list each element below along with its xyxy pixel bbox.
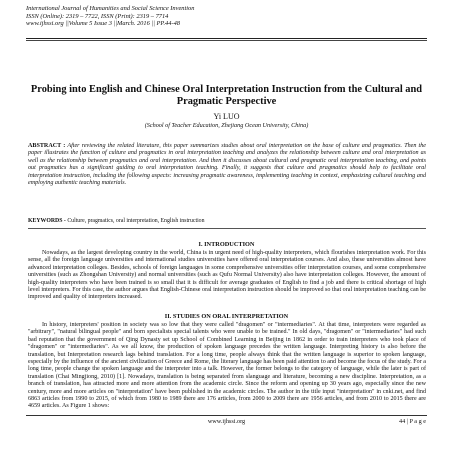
keywords (28, 218, 426, 225)
abstract-label: ABSTRACT : (28, 143, 66, 149)
journal-name: International Journal of Humanities and Social Science Invention (26, 5, 195, 12)
header-rule (26, 38, 427, 39)
section-heading-introduction: I. INTRODUCTION (198, 241, 255, 248)
abstract (28, 143, 426, 187)
paper-author: Yi LUO (213, 112, 240, 121)
paper-title: Probing into English and Chinese Oral Interpretation Instruction from the Cultural and Pragmatic Perspective (30, 84, 423, 108)
section-heading-studies: II. STUDIES ON ORAL INTERPRETATION (164, 313, 289, 320)
journal-header (26, 5, 426, 28)
header-rule-secondary (26, 40, 427, 41)
keywords-text: Culture, pragmatics, oral interpretation, English instruction (67, 218, 205, 224)
paper-affiliation: (School of Teacher Education, Zhejiang Ocean University, China) (144, 122, 309, 129)
keywords-rule (28, 228, 426, 229)
keywords-label: KEYWORDS - (28, 218, 66, 224)
journal-issn: ISSN (Online): 2319 – 7722, ISSN (Print): 2319 – 7714 (26, 12, 169, 20)
footer-page-number: 44 | P a g e (399, 418, 426, 425)
footer-url[interactable]: www.ijhssi.org (207, 418, 246, 425)
footer-rule (26, 415, 427, 416)
abstract-text: After reviewing the related literature, this paper summarizes studies about oral interpretation on the base of culture and pragmatics. Then the paper illustrates the function of culture and pragmatics in oral interpretation teaching and analyzes the relationship between culture and oral interpretation as well as the relationship between pragmatics and oral interpretation. And then it discusses about cultural and pragmatic oral interpretation teaching, and points out pragmatics has a significant guiding to oral interpretation teaching. Finally, it suggests that culture and pragmatics should help to facilitate oral interpretation instruction, including the following aspects: increasing pragmatic awareness, implementing teaching in context, emphasizing cultural teaching and employing authentic teaching materials. (28, 143, 426, 187)
journal-volume: www.ijhssi.org ||Volume 5 Issue 3 ||March. 2016 || PP.44-48 (26, 20, 180, 28)
section-text-studies: In history, interpreters' position in society was so low that they were called "dragomen" or "intermediaries". At that time, interpreters were regarded as "arbitrary", "natural bilingual people" and born specialists special talents who were unable to be trained." In old days, "dragomen" or "intermediaries" had such bad reputation that the government of Qing Dynasty set up School of Combined Learning in Beijing in 1862 in order to train interpreters who took place of "dragomen" or "intermediaries". As we all know, the production of spoken language precedes the written language. Interpreting history is also before the translation, but Interpretation research lags behind translation. For a long time, people always think that the written language is superior to spoken language, especially by the influence of the ancient civilization of Greece and Rome, the literary language has been paid attention to and become the focus of the study. For a long time, people change the spoken language and the interpreter into a talk. However, the former belongs to the category of language, while the later is part of translation (Chai Mingjiong, 2010) [1]. Nowadays, translation is being separated from slanguage and literature, becoming a new discipline. Interpretation, as a branch of translation, has attracted more and more attention from the academic circle. Since the reform and opening up 30 years ago, especially since the new century, more and more articles on "interpretation" have been published in the academic circles. The author in the title input "interpretation" in cnki.net, and find 6863 articles from 1990 to 2015, of which from 1980 to 1989 there are 176 articles, from 2000 to 2009 there are 1956 articles, and from 2010 to 2015 there are 4659 articles. As Figure 1 shows: (28, 322, 426, 410)
section-text-introduction: Nowadays, as the largest developing country in the world, China is in urgent need of high-quality interpreters, which flourishes interpretation work. For this sense, all the foreign language universities and international studies universities have offered oral interpretation courses. And also, these universities almost have advanced interpretation colleges. Besides, schools of foreign languages in some comprehensive universities offer interpretation courses, and some comprehensive universities (such as Zhongshan University) and normal universities (such as Qufu Normal University) also have interpretation colleges. However, the amount of high-quality interpreters who have been trained is so small that it is difficult for average graduates of English to find a job and there is critical shortage of high level interpreters. For this case, the author argues that English-Chinese oral interpretation instruction should be improved so that oral interpretation teaching can be improved and quality of interpreters increased. (28, 250, 426, 301)
